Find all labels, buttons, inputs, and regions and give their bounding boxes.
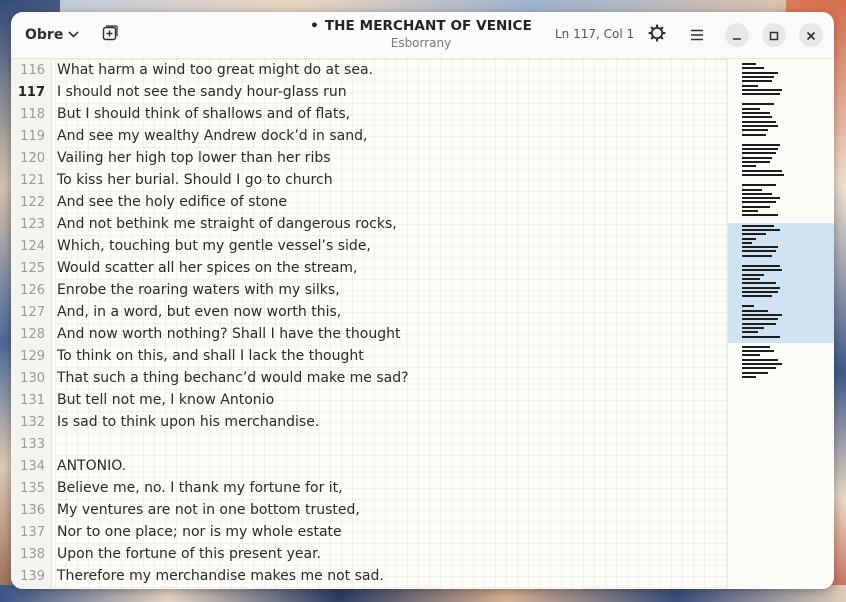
editor-line[interactable] [11,125,727,147]
minimap-line [742,189,762,191]
document-title-text: THE MERCHANT OF VENICE [324,18,532,34]
line-number: 121 [20,172,45,188]
line-number: 122 [20,194,45,210]
line-text: And see the holy edifice of stone [57,194,287,210]
minimap-line [742,274,764,276]
minimap-line [742,112,770,114]
line-number: 126 [20,282,45,298]
line-text: I should not see the sandy hour-glass run [57,84,347,100]
editor-line[interactable] [11,499,727,521]
minimap-line [742,265,780,267]
line-number: 135 [20,480,45,496]
header-bar [11,12,834,59]
chevron-down-icon [68,30,79,41]
line-number: 138 [20,546,45,562]
minimap-line [742,165,756,167]
minimap-line [742,116,772,118]
minimap-line [742,129,768,131]
minimap-line [742,144,780,146]
line-number: 118 [20,106,45,122]
minimap-line [742,201,776,203]
editor-line[interactable] [11,213,727,235]
minimap-line [742,229,780,231]
line-text: Nor to one place; nor is my whole estate [57,524,342,540]
line-text: But I should think of shallows and of flats, [57,106,351,122]
modified-indicator: • [310,18,319,34]
minimap-line [742,327,764,329]
editor-line[interactable] [11,323,727,345]
minimap-line [742,170,782,172]
close-button[interactable] [799,23,823,47]
editor-line[interactable] [11,81,727,103]
line-text: But tell not me, I know Antonio [57,392,275,408]
gear-icon [648,24,666,46]
cursor-position[interactable]: Ln 117, Col 1 [555,27,635,41]
line-text: And, in a word, but even now worth this, [57,304,342,320]
minimap-line [742,72,778,74]
new-tab-button[interactable] [99,24,121,46]
line-number: 137 [20,524,45,540]
minimap-line [742,346,770,348]
editor-line[interactable] [11,279,727,301]
editor-line[interactable] [11,433,727,455]
editor-line[interactable] [11,389,727,411]
editor-line[interactable] [11,367,727,389]
line-text: What harm a wind too great might do at sea. [57,62,373,78]
minimap-line [742,193,772,195]
minimap-line [742,282,776,284]
line-number: 132 [20,414,45,430]
minimap-line [742,278,760,280]
title-block [261,18,581,50]
open-button[interactable] [19,21,85,49]
minimap-line [742,197,780,199]
line-number: 129 [20,348,45,364]
line-number: 127 [20,304,45,320]
editor-line[interactable] [11,235,727,257]
line-number: 123 [20,216,45,232]
minimap-line [742,331,758,333]
minimap-line [742,89,782,91]
line-number: 134 [20,458,45,474]
minimap-line [742,295,772,297]
minimap-line [742,210,758,212]
text-editor-area[interactable] [11,59,727,589]
minimap-line [742,63,756,65]
minimap-line [742,376,756,378]
line-number: 128 [20,326,45,342]
new-tab-icon [102,25,118,45]
minimap-line [742,85,758,87]
line-text: And not bethink me straight of dangerous rocks, [57,216,397,232]
line-text: Vailing her high top lower than her ribs [57,150,331,166]
close-icon [806,26,816,45]
minimap-line [742,314,782,316]
line-text: To kiss her burial. Should I go to church [57,172,333,188]
editor-line[interactable] [11,521,727,543]
maximize-icon [769,26,779,45]
minimap-line [742,108,760,110]
minimap-line [742,354,760,356]
line-text: Is sad to think upon his merchandise. [57,414,320,430]
line-text: That such a thing bechanc’d would make me sad? [57,370,409,386]
line-text: Therefore my merchandise makes me not sad. [57,568,384,584]
editor-line[interactable] [11,59,727,81]
minimap-line [742,214,778,216]
minimap-line [742,242,752,244]
minimap-line [742,125,778,127]
minimap-line [742,157,772,159]
minimap-line [742,184,776,186]
minimap-line [742,336,780,338]
editor-line[interactable] [11,103,727,125]
document-subtitle: Esborrany [390,36,452,50]
minimap-line [742,80,772,82]
document-properties-button[interactable] [645,23,669,47]
text-editor-window [11,12,834,589]
minimap-line [742,359,778,361]
line-text: Believe me, no. I thank my fortune for it, [57,480,343,496]
minimap-line [742,350,774,352]
minimap-line [742,269,782,271]
minimap-line [742,310,768,312]
minimap-line [742,323,776,325]
document-title [261,18,581,34]
line-number: 119 [20,128,45,144]
editor-line[interactable] [11,565,727,587]
minimap-line [742,372,768,374]
line-text: And now worth nothing? Shall I have the thought [57,326,401,342]
minimap-line [742,287,780,289]
line-text: Would scatter all her spices on the stream, [57,260,358,276]
editor-line[interactable] [11,477,727,499]
main-menu-button[interactable] [685,23,709,47]
line-number: 139 [20,568,45,584]
line-number: 120 [20,150,45,166]
editor-line[interactable] [11,543,727,565]
editor-line[interactable] [11,147,727,169]
line-text: To think on this, and shall I lack the thought [57,348,364,364]
minimap-line [742,250,776,252]
minimap-line [742,318,778,320]
minimap-line [742,305,754,307]
line-number: 116 [20,62,45,78]
minimap-line [742,76,774,78]
open-button-label: Obre [25,27,64,43]
minimap-line [742,238,756,240]
minimap-line [742,93,780,95]
minimap-line [742,174,784,176]
minimap-line [742,103,774,105]
minimap-line [742,367,776,369]
editor-line[interactable] [11,345,727,367]
minimap-line [742,67,764,69]
line-text: ANTONIO. [57,458,127,474]
line-number: 125 [20,260,45,276]
minimap-line [742,152,776,154]
maximize-button[interactable] [762,23,786,47]
minimize-button[interactable] [725,23,749,47]
minimap-line [742,134,766,136]
line-text: Enrobe the roaring waters with my silks, [57,282,340,298]
line-text: And see my wealthy Andrew dock’d in sand, [57,128,368,144]
minimap[interactable] [727,59,834,589]
line-number: 133 [20,436,45,452]
minimap-line [742,161,770,163]
minimap-line [742,206,770,208]
line-number: 136 [20,502,45,518]
minimap-line [742,148,778,150]
minimize-icon [732,26,742,45]
line-number: 117 [17,84,45,100]
line-number: 131 [20,392,45,408]
editor-line[interactable] [11,411,727,433]
minimap-line [742,255,772,257]
line-number: 130 [20,370,45,386]
line-text: Upon the fortune of this present year. [57,546,322,562]
minimap-line [742,233,766,235]
editor-line[interactable] [11,301,727,323]
minimap-line [742,225,774,227]
minimap-line [742,121,776,123]
editor-line[interactable] [11,191,727,213]
minimap-line [742,291,778,293]
minimap-line [742,363,782,365]
hamburger-menu-icon [690,26,704,45]
minimap-line [742,246,778,248]
editor-line[interactable] [11,169,727,191]
editor-line[interactable] [11,257,727,279]
line-text: My ventures are not in one bottom trusted, [57,502,360,518]
editor-line[interactable] [11,455,727,477]
line-text: Which, touching but my gentle vessel’s side, [57,238,371,254]
line-number: 124 [20,238,45,254]
